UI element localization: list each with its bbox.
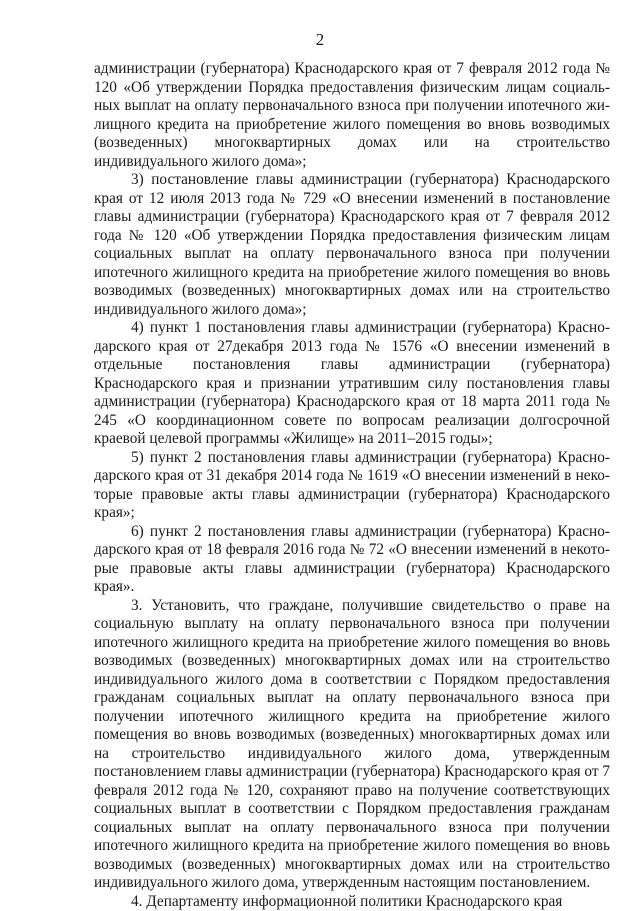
page-number: 2 <box>0 30 640 50</box>
paragraph-item-6: 6) пункт 2 постановления главы администрации (губернатора) Краснодарского края от 18 февраля 2016 года № 72 «О внесении изменений в некоторые правовые акты главы администрации (губернатора) Краснодарского края». <box>94 523 610 597</box>
document-body <box>94 60 610 911</box>
paragraph-item-5: 5) пункт 2 постановления главы администрации (губернатора) Краснодарского края от 31 декабря 2014 года № 1619 «О внесении изменений в некоторые правовые акты главы администрации (губернатора) Краснодарского края»; <box>94 449 610 523</box>
paragraph-item-4: 4) пункт 1 постановления главы администрации (губернатора) Краснодарского края от 27декабря 2013 года № 1576 «О внесении изменений в отдельные постановления главы администрации (губернатора) Краснодарского края и признании утратившим силу постановления главы администрации (губернатора) Краснодарского края от 18 марта 2011 года № 245 «О координационном совете по вопросам реализации долгосрочной краевой целевой программы «Жилище» на 2011–2015 годы»; <box>94 319 610 449</box>
paragraph-continuation: администрации (губернатора) Краснодарского края от 7 февраля 2012 года № 120 «Об утверждении Порядка предоставления физическим лицам социальных выплат на оплату первоначального взноса при получении ипотечного жилищного кредита на приобретение жилого помещения во вновь возводимых (возведенных) многоквартирных домах или на строительство индивидуального жилого дома»; <box>94 60 610 171</box>
paragraph-section-4: 4. Департаменту информационной политики Краснодарского края <box>94 893 610 911</box>
paragraph-item-3: 3) постановление главы администрации (губернатора) Краснодарского края от 12 июля 2013 года № 729 «О внесении изменений в постановление главы администрации (губернатора) Краснодарского края от 7 февраля 2012 года № 120 «Об утверждении Порядка предоставления физическим лицам социальных выплат на оплату первоначального взноса при получении ипотечного жилищного кредита на приобретение жилого помещения во вновь возводимых (возведенных) многоквартирных домах или на строительство индивидуального жилого дома»; <box>94 171 610 319</box>
paragraph-section-3: 3. Установить, что граждане, получившие свидетельство о праве на социальную выплату на оплату первоначального взноса при получении ипотечного жилищного кредита на приобретение жилого помещения во вновь возводимых (возведенных) многоквартирных домах или на строительство индивидуального жилого дома в соответствии с Порядком предоставления гражданам социальных выплат на оплату первоначального взноса при получении ипотечного жилищного кредита на приобретение жилого помещения во вновь возводимых (возведенных) многоквартирных домах или на строительство индивидуального жилого дома, утвержденным постановлением главы администрации (губернатора) Краснодарского края от 7 февраля 2012 года № 120, сохраняют право на получение соответствующих социальных выплат в соответствии с Порядком предоставления гражданам социальных выплат на оплату первоначального взноса при получении ипотечного жилищного кредита на приобретение жилого помещения во вновь возводимых (возведенных) многоквартирных домах или на строительство индивидуального жилого дома, утвержденным настоящим постановлением. <box>94 597 610 893</box>
